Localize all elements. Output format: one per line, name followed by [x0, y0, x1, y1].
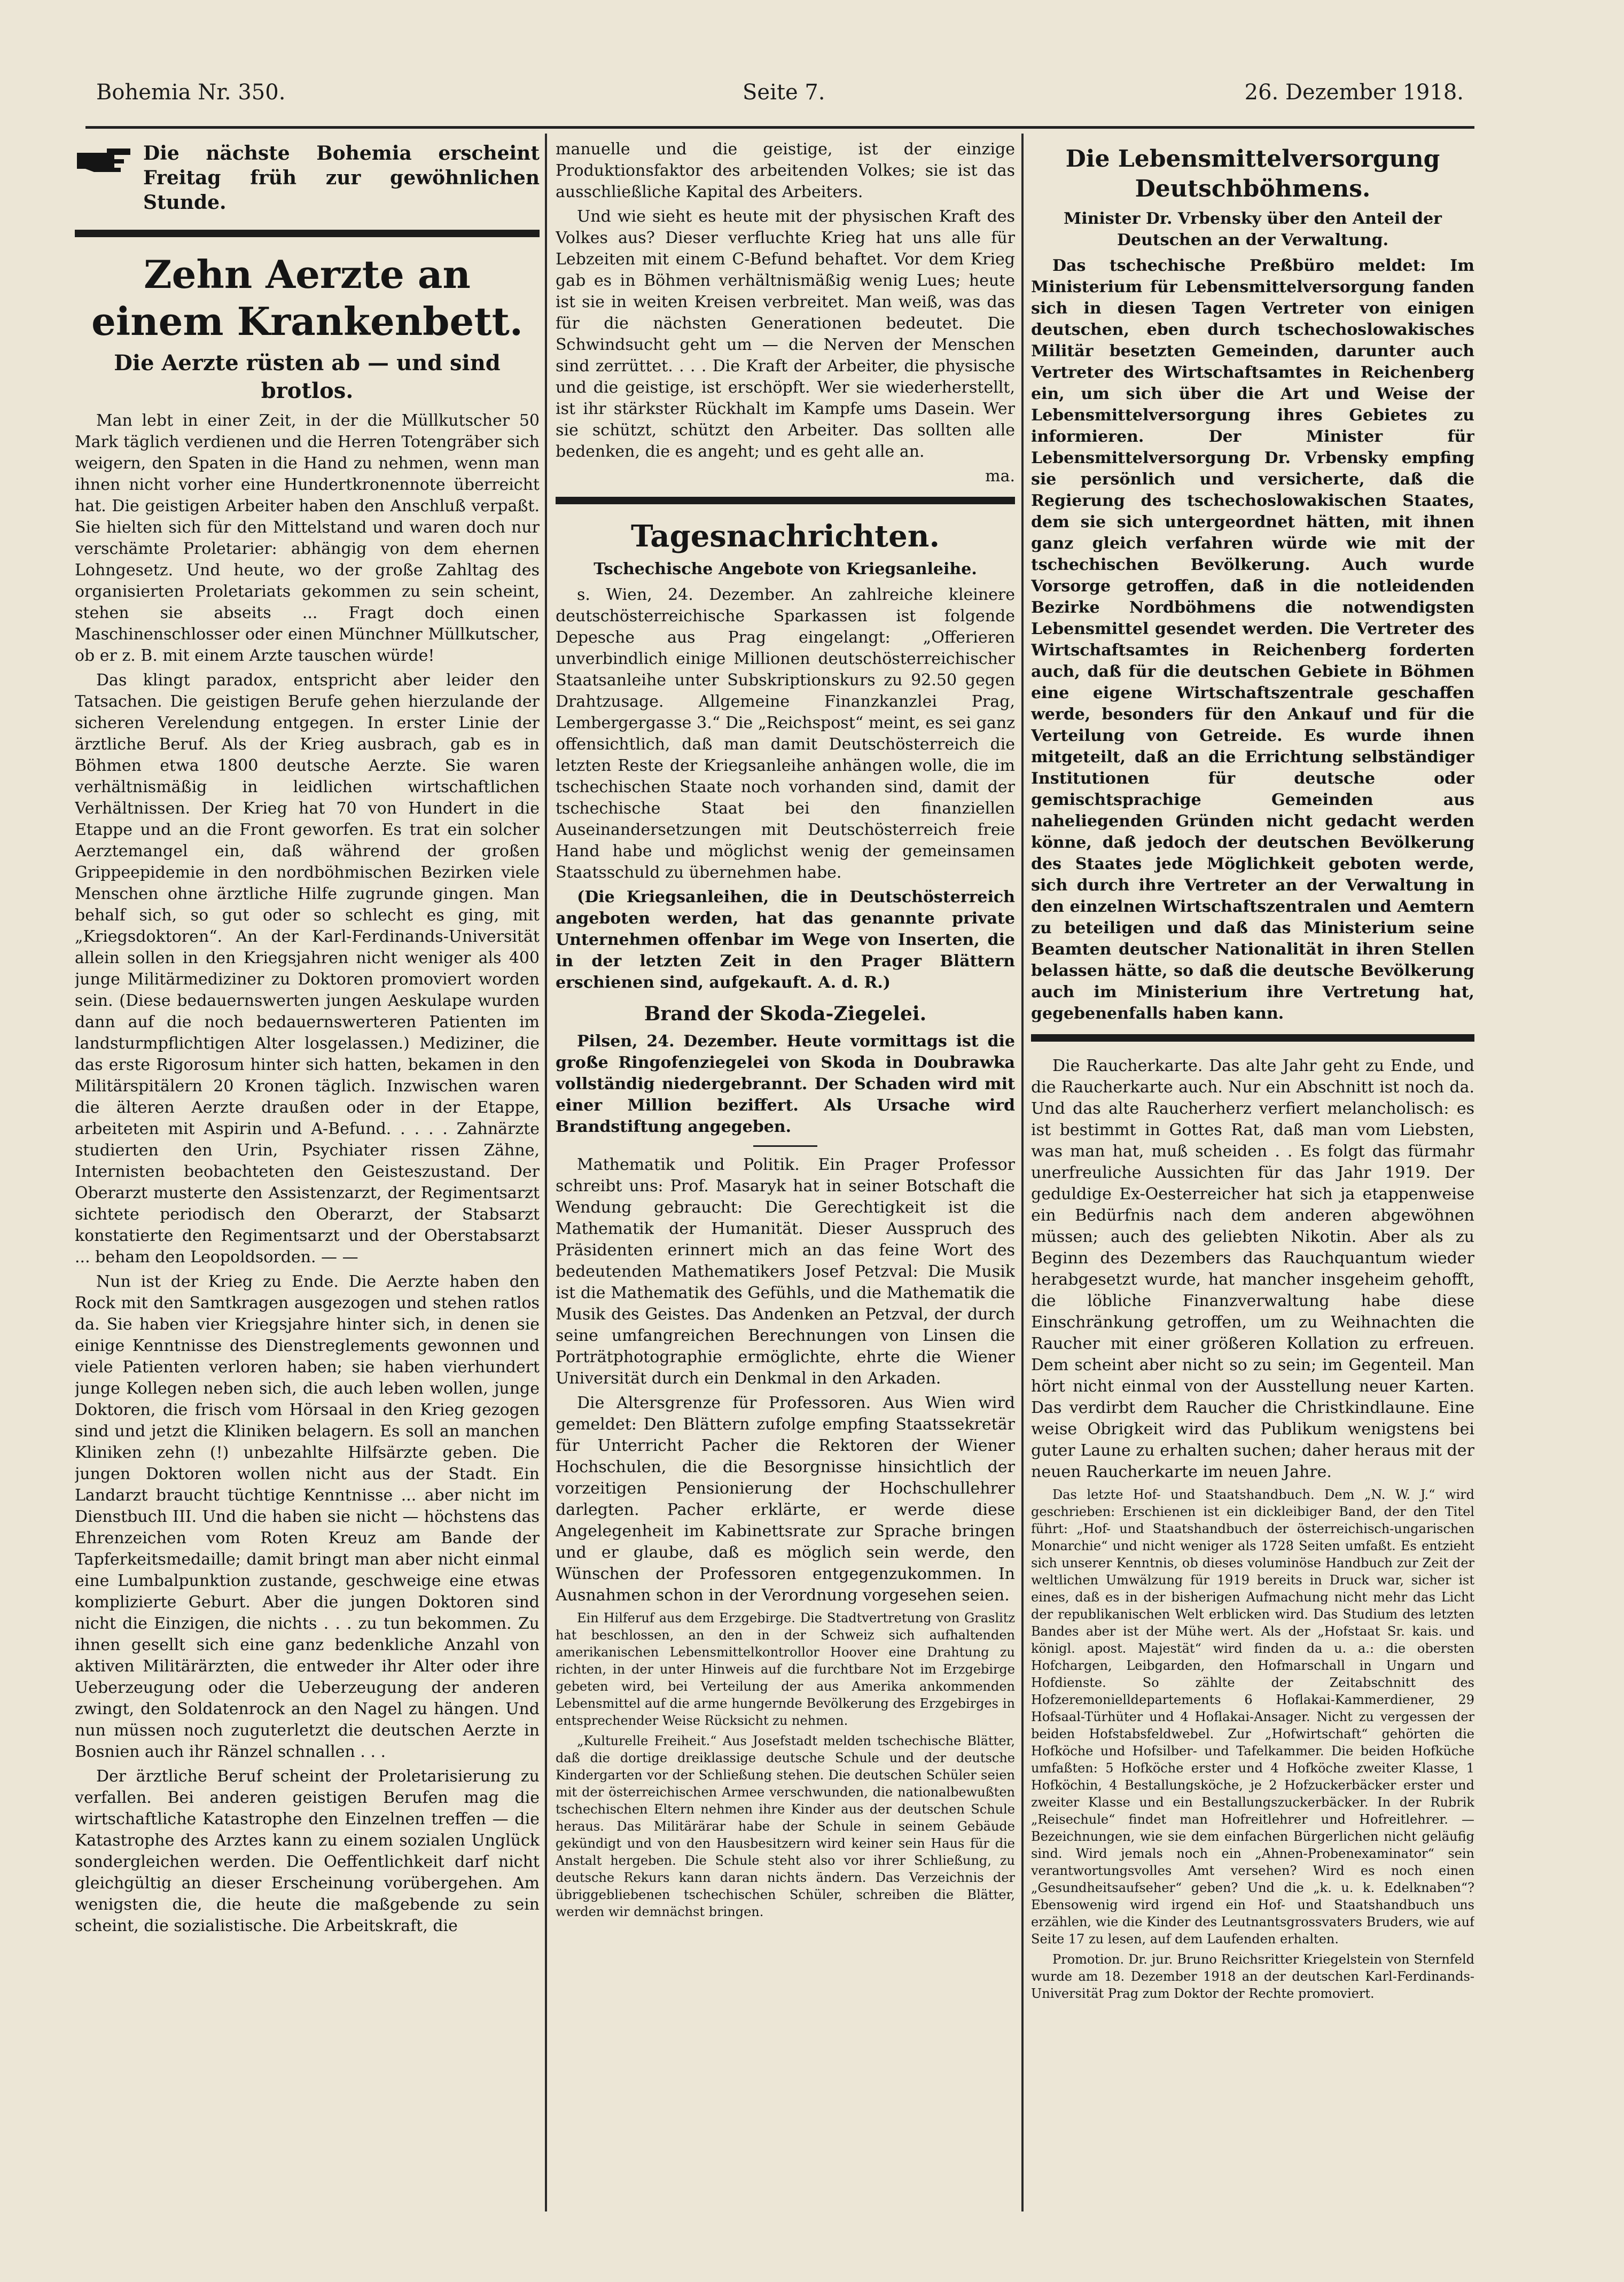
small-news-item: Das letzte Hof- und Staatshandbuch. Dem „N. W. J.“ wird geschrieben: Erschienen ist ein dickleibiger Band, der den Titel führt: „Hof- und Staatshandbuch der österreichisch-ungarischen Monarchie“ und nicht weniger als 1728 Seiten umfaßt. Es entzieht sich unserer Kenntnis, ob dieses voluminöse Handbuch zur Zeit der weltlichen Umwälzung für 1919 bereits in Druck war, sicher ist eines, daß es in der bisherigen Aufmachung nicht mehr das Licht der republikanischen Welt erblicken wird. Das Studium des letzten Bandes aber ist der Mühe wert. Als der „Hofstaat Sr. kais. und königl. apost. Majestät“ wird finden da u. a.: die obersten Hofchargen, Leibgarden, den Hofmarschall in Ungarn und Hofdienste. So zählte der Zeitabschnitt des Hofzeremonielldepartements 6 Hoflakai-Kammerdiener, 29 Hofsaal-Türhüter und 4 Hoflakai-Ansager. Nicht zu vergessen der beiden Hofstabsfeldwebel. Zur „Hofwirtschaft“ gehörten die Hofköche und Hofsilber- und Tafelkammer. Die beiden Hofküche umfaßten: 5 Hofköche erster und 4 Hofköche zweiter Klasse, 1 Hofköchin, 4 Bestallungsköche, je 2 Hofzuckerbäcker erster und zweiter Klasse und ein Bestallungszuckerbäcker. In der Rubrik „Reisechule“ findet man Hofreitlehrer und Hofreitlehrer. — Bezeichnungen, wie sie dem einfachen Bürgerlichen nicht geläufig sind. Wird jemals noch ein „Ahnen-Probenexaminator“ sein verantwortungsvolles Amt versehen? Wird es noch einen „Gesundheitsaufseher“ geben? Und die „k. u. k. Edelknaben“? Ebensowenig wird irgend ein Hof- und Staatshandbuch uns erzählen, wie die Kinder des Leutnantsgrossvaters Bruders, wie auf Seite 17 zu lesen, auf dem Laufenden erhalten. — [1031, 1487, 1474, 1947]
section-rule — [75, 230, 540, 237]
news-paragraph: Pilsen, 24. Dezember. Heute vormittags ist die große Ringofenziegelei von Skoda in Doubrawka vollständig niedergebrannt. Der Schaden wird mit einer Million beziffert. Als Ursache wird Brandstiftung angegeben. — [556, 1032, 1015, 1136]
header-page-number: Seite 7. — [743, 80, 825, 105]
article-headline: Die Lebensmittelversorgung Deutschböhmens. — [1065, 145, 1440, 202]
article-headline: Zehn Aerzte an einem Krankenbett. — [91, 252, 523, 344]
news-kicker: Tschechische Angebote von Kriegsanleihe. — [594, 560, 977, 579]
article-paragraph: Das klingt paradox, entspricht aber leider den Tatsachen. Die geistigen Berufe gehen hierzulande der sicheren Verelendung entgegen. In erster Linie der ärztliche Beruf. Als der Krieg ausbrach, gab es in Böhmen etwa 1800 deutsche Aerzte. Sie waren verhältnismäßig in leidlichen wirtschaftlichen Verhältnissen. Der Krieg hat 70 von Hundert in die Etappe und an die Front geworfen. Es trat ein solcher Aerztemangel ein, daß während der großen Grippeepidemie in den nordböhmischen Bezirken viele Menschen ohne ärztliche Hilfe zugrunde gingen. Man behalf sich, so gut oder so schlecht es ging, mit „Kriegsdoktoren“. An der Karl-Ferdinands-Universität allein sollen in den Kriegsjahren nicht weniger als 400 junge Militärmediziner zu Doktoren promoviert worden sein. (Diese bedauernswerten jungen Aeskulape wurden dann auf die noch bedauernswerteren Patienten im landsturmpflichtigen Alter losgelassen.) Mediziner, die das erste Rigorosum hinter sich hatten, bekamen in den Militärspitälern 20 Kronen täglich. Inzwischen waren die älteren Aerzte draußen oder in der Etappe, arbeiteten mit Aspirin und A-Befund. . . . . Zahnärzte studierten den Urin, Psychiater rissen Zähne, Internisten beobachteten den Geisteszustand. Der Oberarzt musterte den Assistenzarzt, der Regimentsarzt sichtete periodisch den Oberarzt, der Stabsarzt konstatierte den Regimentsarzt und der Oberstabsarzt ... beham den Leopoldsorden. — — — [75, 671, 540, 1267]
article-subheadline: Die Aerzte rüsten ab — und sind brotlos. — [114, 350, 501, 403]
separator-rule — [753, 1145, 817, 1147]
editor-note: (Die Kriegsanleihen, die in Deutschösterreich angeboten werden, hat das genannte private Unternehmen offenbar im Wege von Inserten, die in der letzten Zeit in den Prager Blättern erschienen sind, aufgekauft. A. d. R.) — [556, 888, 1015, 992]
column-1 — [75, 139, 540, 2211]
header-date: 26. Dezember 1918. — [1244, 80, 1464, 105]
article-kicker: Minister Dr. Vrbensky über den Anteil der Deutschen an der Verwaltung. — [1064, 209, 1442, 249]
news-paragraph: s. Wien, 24. Dezember. An zahlreiche kleinere deutschösterreichische Sparkassen ist folgende Depesche aus Prag eingelangt: „Offerieren unverbindlich einige Millionen deutschösterreichischer Staatsanleihe unter Subskriptionskurs zu 92.50 gegen Drahtzusage. Allgemeine Finanzkanzlei Prag, Lembergergasse 3.“ Die „Reichspost“ meint, es sei ganz offensichtlich, daß man damit Deutschösterreich die letzten Reste der Kriegsanleihe anhängen wolle, die im tschechischen Staate noch vorhanden sind, damit der tschechische Staat bei den finanziellen Auseinandersetzungen mit Deutschösterreich freie Hand habe und möglichst wenig der gemeinsamen Staatsschuld zu übernehmen habe. — [556, 585, 1015, 882]
small-news-item: Promotion. Dr. jur. Bruno Reichsritter Kriegelstein von Sternfeld wurde am 18. Dezember 1918 an der deutschen Karl-Ferdinands-Universität Prag zum Doktor der Rechte promoviert. — [1031, 1952, 1474, 2001]
small-news-item: Ein Hilferuf aus dem Erzgebirge. Die Stadtvertretung von Graslitz hat beschlossen, an den in der Schweiz sich aufhaltenden amerikanischen Lebensmittelkontrollor Hoover eine Drahtung zu richten, in der unter Hinweis auf die furchtbare Not im Erzgebirge gebeten wird, bei Verteilung der aus Amerika ankommenden Lebensmittel auf die arme hungernde Bevölkerung des Erzgebirges in entsprechender Weise Rücksicht zu nehmen. — [556, 1611, 1015, 1728]
section-rule — [1031, 1034, 1474, 1042]
article-paragraph: Der ärztliche Beruf scheint der Proletarisierung zu verfallen. Bei anderen geistigen Berufen mag die wirtschaftliche Katastrophe den Einzelnen treffen — die Katastrophe des Arztes kann zu einem sozialen Unglück sondergleichen werden. Die Oeffentlichkeit darf nicht gleichgültig an dieser Erscheinung vorübergehen. Am wenigsten die, die heute die maßgebende zu sein scheint, die sozialistische. Die Arbeitskraft, die — [75, 1767, 540, 1935]
header-rule — [85, 126, 1474, 129]
notice-text: Die nächste Bohemia erscheint Freitag früh zur gewöhnlichen Stunde. — [143, 142, 540, 214]
column-3 — [1031, 139, 1474, 2009]
news-paragraph: Die Altersgrenze für Professoren. Aus Wien wird gemeldet: Den Blättern zufolge empfing Staatssekretär für Unterricht Pacher die Rektoren der Wiener Hochschulen, die die Besorgnisse hinsichtlich der vorzeitigen Pensionierung der Hochschullehrer darlegten. Pacher erklärte, er werde diese Angelegenheit im Kabinettsrate zur Sprache bringen und er glaube, daß es möglich sein werde, den Wünschen der Professoren entgegenzukommen. In Ausnahmen schon in der Verordnung vorgesehen seien. — [556, 1394, 1015, 1605]
article-paragraph: Das tschechische Preßbüro meldet: Im Ministerium für Lebensmittelversorgung fanden sich in diesen Tagen Vertreter von einigen deutschen, eben durch tschechoslowakisches Militär besetzten Gemeinden, darunter auch Vertreter des Wirtschaftsamtes in Reichenberg ein, um sich über die Art und Weise der Lebensmittelversorgung ihres Gebietes zu informieren. Der Minister für Lebensmittelversorgung Dr. Vrbensky empfing sie persönlich und versicherte, daß die Regierung des tschechoslowakischen Staates, dem sie sich untergeordnet hätten, mit ihnen ganz gleich verfahren würde wie mit der tschechischen Bevölkerung. Auch wurde Vorsorge getroffen, daß in die notleidenden Bezirke Nordböhmens die notwendigsten Lebensmittel gesendet werden. Die Vertreter des Wirtschaftsamtes in Reichenberg forderten auch, daß für die deutschen Gebiete in Böhmen eine eigene Wirtschaftszentrale geschaffen werde, besonders für den Ankauf und für die Verteilung von Getreide. Es wurde ihnen mitgeteilt, daß an die Errichtung selbständiger Institutionen für deutsche oder gemischtsprachige Gemeinden aus naheliegenden Gründen nicht gedacht werden könne, daß jedoch der deutschen Bevölkerung des Staates jede Möglichkeit geboten werde, sich durch ihre Vertreter an der Verwaltung in den einzelnen Wirtschaftszentralen und Aemtern zu beteiligen und daß das Ministerium seine Beamten deutscher Nationalität in ihren Stellen belassen hätte, so daß die deutsche Bevölkerung auch im Ministerium ihre Vertretung hat, gegebenenfalls haben kann. — [1031, 256, 1474, 1023]
article-paragraph: manuelle und die geistige, ist der einzige Produktionsfaktor des arbeitenden Volkes; sie ist das ausschließliche Kapital des Arbeiters. — [556, 140, 1015, 201]
section-rule — [556, 497, 1015, 504]
small-news-item: „Kulturelle Freiheit.“ Aus Josefstadt melden tschechische Blätter, daß die dortige dreiklassige deutsche Schule und der deutsche Kindergarten vor der Schließung stehen. Die deutschen Schüler seien mit der österreichischen Armee verschwunden, die nationalbewußten tschechischen Eltern nehmen ihre Kinder aus der deutschen Schule heraus. Das Militärärar habe der Schule in seinem Gebäude gekündigt und von den Hausbesitzern wird keiner sein Haus für die Anstalt hergeben. Die Schule steht also vor ihrer Schließung, zu deutsche Rekurs kann daran nichts ändern. Das Verzeichnis der übriggebliebenen tschechischen Schüler, schreiben die Blätter, werden wir demnächst bringen. — [556, 1733, 1015, 1919]
news-headline: Brand der Skoda-Ziegelei. — [644, 1003, 927, 1025]
publication-notice — [75, 139, 540, 220]
column-divider — [1021, 134, 1024, 2211]
article-paragraph: Nun ist der Krieg zu Ende. Die Aerzte haben den Rock mit den Samtkragen ausgezogen und stehen ratlos da. Sie haben vier Kriegsjahre hinter sich, in denen sie einige Kenntnisse des Dienstreglements gewonnen und viele Patienten verloren haben; sie haben vierhundert junge Kollegen neben sich, die auch leben wollen, junge Doktoren, die frisch vom Hörsaal in den Krieg gezogen sind und jetzt die Kliniken belagern. Es soll an manchen Kliniken zehn (!) unbezahlte Hilfsärzte geben. Die jungen Doktoren wollen nicht aus der Stadt. Ein Landarzt braucht tüchtige Kenntnisse ... aber nicht im Dienstbuch III. Und die haben sie nicht — höchstens das Ehrenzeichen vom Roten Kreuz am Bande der Tapferkeitsmedaille; damit bringt man aber nicht einmal eine Lumbalpunktion zustande, geschweige eine etwas komplizierte Geburt. Aber die jungen Doktoren sind nicht die Einzigen, die nichts . . . zu tun bekommen. Zu ihnen gesellt sich eine ganz bedenkliche Anzahl von aktiven Militärärzten, die entweder ihr Alter oder ihre Ueberzeugung oder die Ueberzeugung der anderen zwingt, den Soldatenrock an den Nagel zu hängen. Und nun müssen noch zuguterletzt die deutschen Aerzte in Bosnien auch ihr Ränzel schnallen . . . — [75, 1272, 540, 1761]
column-divider — [545, 134, 547, 2211]
header-paper-issue: Bohemia Nr. 350. — [96, 80, 286, 105]
news-paragraph: Mathematik und Politik. Ein Prager Professor schreibt uns: Prof. Masaryk hat in seiner Botschaft die Wendung gebraucht: Die Gerechtigkeit ist die Mathematik der Humanität. Dieser Ausspruch des Präsidenten erinnert mich an das feine Wort des bedeutenden Mathematikers Josef Petzval: Die Musik ist die Mathematik des Gefühls, und die Mathematik die Musik des Geistes. Das Andenken an Petzval, der durch seine umfangreichen Berechnungen von Linsen die Porträtphotographie ermöglichte, ehrte die Wiener Universität durch ein Denkmal in den Arkaden. — [556, 1155, 1015, 1388]
article-signature: ma. — [985, 467, 1015, 486]
column-2 — [556, 139, 1015, 2211]
article-paragraph: Man lebt in einer Zeit, in der die Müllkutscher 50 Mark täglich verdienen und die Herren Totengräber sich weigern, den Spaten in die Hand zu nehmen, wenn man ihnen nicht vorher eine Hundertkronennote überreicht hat. Die geistigen Arbeiter haben den Anschluß verpaßt. Sie hielten sich für den Mittelstand und waren doch nur verschämte Proletarier: abhängig von dem ehernen Lohngesetz. Und heute, wo der große Zahltag des organisierten Proletariats gekommen zu sein scheint, stehen sie abseits ... Fragt doch einen Maschinenschlosser oder einen Münchner Müllkutscher, ob er z. B. mit einem Arzte tauschen würde! — [75, 411, 540, 665]
article-paragraph: Und wie sieht es heute mit der physischen Kraft des Volkes aus? Dieser verfluchte Krieg hat uns alle für Lebzeiten mit einem C-Befund behaftet. Vor dem Krieg gab es in Böhmen verhältnismäßig wenig Lues; heute ist sie in weiten Kreisen verbreitet. Man weiß, was das für die nächsten Generationen bedeutet. Die Schwindsucht geht um — die Nerven der Menschen sind zerrüttet. . . . Die Kraft der Arbeiter, die physische und die geistige, ist erschöpft. Wer sie wiederherstellt, ist ihr stärkster Rückhalt im Kampfe ums Dasein. Wer sie schützt, schützt den Arbeiter. Das sollten alle bedenken, die es angeht; und es geht alle an. — [556, 207, 1015, 461]
page-header — [96, 80, 1464, 123]
section-headline: Tagesnachrichten. — [630, 519, 940, 554]
news-paragraph: Die Raucherkarte. Das alte Jahr geht zu Ende, und die Raucherkarte auch. Nur ein Abschnitt ist noch da. Und das alte Raucherherz verfiert melancholisch: es ist bestimmt in Gottes Rat, daß man vom Liebsten, was man hat, muß scheiden . . Es folgt das fürmahr unerfreuliche Aussichten für das Jahr 1919. Der geduldige Ex-Oesterreicher hat sich ja etappenweise ein Bedürfnis nach dem anderen abgewöhnen müssen; auch des geliebten Nikotin. Aber als zu Beginn des Dezembers das Rauchquantum wieder herabgesetzt wurde, hat mancher insgeheim gehofft, die löbliche Finanzverwaltung habe diese Einschränkung getroffen, um zu Weihnachten die Raucher mit einer größeren Kollation zu erfreuen. Dem scheint aber nicht so zu sein; im Gegenteil. Man hört nicht einmal von der Ausstellung neuer Karten. Das verdirbt dem Raucher die Christkindlaune. Eine weise Obrigkeit wird das Publikum wenigstens bei guter Laune zu erhalten suchen; daher heraus mit der neuen Raucherkarte im neuen Jahre. — [1031, 1057, 1474, 1481]
pointing-hand-icon — [75, 144, 134, 174]
